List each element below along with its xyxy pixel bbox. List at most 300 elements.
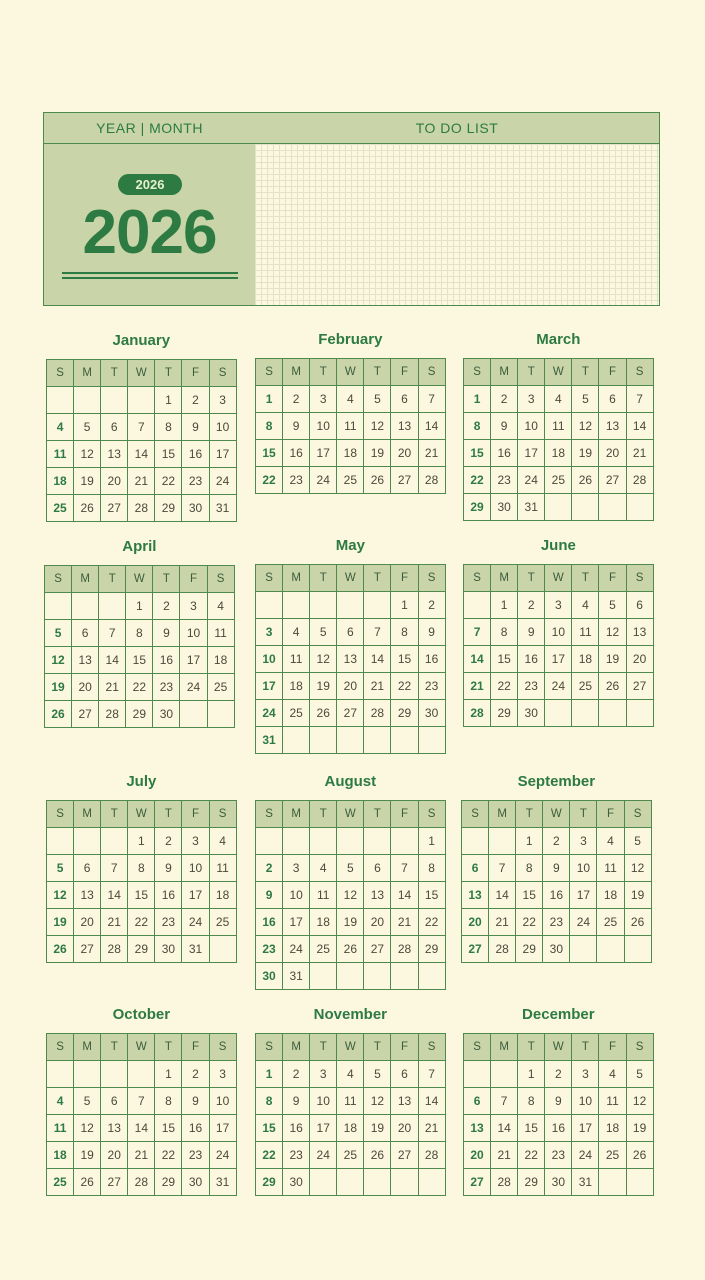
day-cell[interactable]: 6 [74, 855, 101, 882]
day-cell[interactable]: 8 [126, 620, 153, 647]
day-cell[interactable]: 21 [489, 909, 516, 936]
day-cell[interactable]: 16 [155, 882, 182, 909]
day-cell[interactable]: 8 [516, 855, 543, 882]
day-cell[interactable]: 5 [364, 1061, 391, 1088]
day-cell[interactable]: 16 [418, 646, 445, 673]
day-cell[interactable]: 3 [180, 593, 207, 620]
day-cell[interactable]: 3 [182, 828, 209, 855]
day-cell[interactable]: 8 [518, 1088, 545, 1115]
day-cell[interactable]: 24 [180, 674, 207, 701]
day-cell[interactable]: 14 [418, 413, 445, 440]
day-cell[interactable]: 5 [626, 1061, 653, 1088]
day-cell[interactable]: 29 [491, 700, 518, 727]
day-cell[interactable]: 20 [74, 909, 101, 936]
day-cell[interactable]: 22 [518, 1142, 545, 1169]
day-cell[interactable]: 19 [45, 674, 72, 701]
day-cell[interactable]: 28 [491, 1169, 518, 1196]
day-cell[interactable]: 22 [464, 467, 491, 494]
day-cell[interactable]: 16 [256, 909, 283, 936]
day-cell[interactable]: 28 [99, 701, 126, 728]
day-cell[interactable]: 23 [153, 674, 180, 701]
day-cell[interactable]: 7 [101, 855, 128, 882]
day-cell[interactable]: 9 [155, 855, 182, 882]
day-cell[interactable]: 29 [464, 494, 491, 521]
day-cell[interactable]: 1 [256, 1061, 283, 1088]
todo-grid-area[interactable] [255, 144, 659, 305]
day-cell[interactable]: 25 [310, 936, 337, 963]
day-cell[interactable]: 23 [155, 909, 182, 936]
day-cell[interactable]: 30 [518, 700, 545, 727]
day-cell[interactable]: 13 [101, 1115, 128, 1142]
day-cell[interactable]: 7 [391, 855, 418, 882]
day-cell[interactable]: 26 [364, 1142, 391, 1169]
day-cell[interactable]: 11 [47, 1115, 74, 1142]
day-cell[interactable]: 17 [310, 440, 337, 467]
day-cell[interactable]: 18 [209, 882, 236, 909]
day-cell[interactable]: 22 [418, 909, 445, 936]
day-cell[interactable]: 20 [337, 673, 364, 700]
day-cell[interactable]: 19 [599, 646, 626, 673]
day-cell[interactable]: 29 [155, 495, 182, 522]
day-cell[interactable]: 14 [464, 646, 491, 673]
day-cell[interactable]: 5 [337, 855, 364, 882]
day-cell[interactable]: 11 [337, 413, 364, 440]
day-cell[interactable]: 21 [626, 440, 653, 467]
day-cell[interactable]: 6 [101, 1088, 128, 1115]
day-cell[interactable]: 7 [418, 386, 445, 413]
day-cell[interactable]: 1 [516, 828, 543, 855]
day-cell[interactable]: 12 [310, 646, 337, 673]
day-cell[interactable]: 16 [518, 646, 545, 673]
day-cell[interactable]: 3 [209, 387, 236, 414]
day-cell[interactable]: 3 [545, 592, 572, 619]
day-cell[interactable]: 2 [283, 386, 310, 413]
day-cell[interactable]: 28 [128, 1169, 155, 1196]
day-cell[interactable]: 2 [256, 855, 283, 882]
day-cell[interactable]: 12 [599, 619, 626, 646]
day-cell[interactable]: 30 [153, 701, 180, 728]
day-cell[interactable]: 16 [545, 1115, 572, 1142]
day-cell[interactable]: 6 [462, 855, 489, 882]
day-cell[interactable]: 22 [126, 674, 153, 701]
day-cell[interactable]: 24 [310, 1142, 337, 1169]
day-cell[interactable]: 27 [74, 936, 101, 963]
day-cell[interactable]: 21 [418, 1115, 445, 1142]
day-cell[interactable]: 8 [155, 414, 182, 441]
day-cell[interactable]: 25 [47, 1169, 74, 1196]
day-cell[interactable]: 10 [518, 413, 545, 440]
day-cell[interactable]: 4 [572, 592, 599, 619]
day-cell[interactable]: 2 [153, 593, 180, 620]
day-cell[interactable]: 10 [283, 882, 310, 909]
day-cell[interactable]: 7 [418, 1061, 445, 1088]
day-cell[interactable]: 14 [391, 882, 418, 909]
day-cell[interactable]: 27 [599, 467, 626, 494]
day-cell[interactable]: 8 [128, 855, 155, 882]
day-cell[interactable]: 23 [256, 936, 283, 963]
day-cell[interactable]: 26 [624, 909, 651, 936]
day-cell[interactable]: 1 [128, 828, 155, 855]
day-cell[interactable]: 5 [74, 1088, 101, 1115]
day-cell[interactable]: 18 [207, 647, 234, 674]
day-cell[interactable]: 27 [101, 495, 128, 522]
day-cell[interactable]: 28 [101, 936, 128, 963]
day-cell[interactable]: 8 [418, 855, 445, 882]
day-cell[interactable]: 15 [491, 646, 518, 673]
day-cell[interactable]: 19 [337, 909, 364, 936]
day-cell[interactable]: 2 [418, 592, 445, 619]
day-cell[interactable]: 17 [545, 646, 572, 673]
day-cell[interactable]: 19 [364, 1115, 391, 1142]
day-cell[interactable]: 29 [518, 1169, 545, 1196]
day-cell[interactable]: 23 [491, 467, 518, 494]
day-cell[interactable]: 26 [74, 495, 101, 522]
day-cell[interactable]: 14 [101, 882, 128, 909]
day-cell[interactable]: 18 [283, 673, 310, 700]
day-cell[interactable]: 5 [572, 386, 599, 413]
day-cell[interactable]: 23 [518, 673, 545, 700]
day-cell[interactable]: 7 [99, 620, 126, 647]
day-cell[interactable]: 19 [310, 673, 337, 700]
day-cell[interactable]: 19 [364, 440, 391, 467]
day-cell[interactable]: 10 [256, 646, 283, 673]
day-cell[interactable]: 27 [391, 1142, 418, 1169]
day-cell[interactable]: 6 [391, 1061, 418, 1088]
day-cell[interactable]: 19 [626, 1115, 653, 1142]
day-cell[interactable]: 20 [391, 1115, 418, 1142]
day-cell[interactable]: 27 [462, 936, 489, 963]
day-cell[interactable]: 27 [626, 673, 653, 700]
day-cell[interactable]: 22 [128, 909, 155, 936]
day-cell[interactable]: 4 [545, 386, 572, 413]
day-cell[interactable]: 19 [74, 468, 101, 495]
day-cell[interactable]: 19 [74, 1142, 101, 1169]
day-cell[interactable]: 26 [74, 1169, 101, 1196]
day-cell[interactable]: 5 [599, 592, 626, 619]
day-cell[interactable]: 1 [418, 828, 445, 855]
day-cell[interactable]: 25 [47, 495, 74, 522]
day-cell[interactable]: 4 [47, 414, 74, 441]
day-cell[interactable]: 13 [462, 882, 489, 909]
day-cell[interactable]: 13 [74, 882, 101, 909]
day-cell[interactable]: 28 [464, 700, 491, 727]
day-cell[interactable]: 14 [128, 1115, 155, 1142]
day-cell[interactable]: 10 [570, 855, 597, 882]
day-cell[interactable]: 10 [180, 620, 207, 647]
day-cell[interactable]: 18 [572, 646, 599, 673]
day-cell[interactable]: 11 [597, 855, 624, 882]
day-cell[interactable]: 17 [256, 673, 283, 700]
day-cell[interactable]: 16 [283, 1115, 310, 1142]
day-cell[interactable]: 15 [155, 1115, 182, 1142]
day-cell[interactable]: 14 [489, 882, 516, 909]
day-cell[interactable]: 20 [464, 1142, 491, 1169]
day-cell[interactable]: 4 [209, 828, 236, 855]
day-cell[interactable]: 13 [364, 882, 391, 909]
day-cell[interactable]: 10 [209, 414, 236, 441]
day-cell[interactable]: 15 [155, 441, 182, 468]
day-cell[interactable]: 22 [391, 673, 418, 700]
day-cell[interactable]: 28 [626, 467, 653, 494]
day-cell[interactable]: 31 [209, 495, 236, 522]
day-cell[interactable]: 4 [310, 855, 337, 882]
day-cell[interactable]: 28 [489, 936, 516, 963]
day-cell[interactable]: 11 [310, 882, 337, 909]
day-cell[interactable]: 24 [518, 467, 545, 494]
day-cell[interactable]: 7 [464, 619, 491, 646]
day-cell[interactable]: 10 [182, 855, 209, 882]
day-cell[interactable]: 14 [491, 1115, 518, 1142]
day-cell[interactable]: 18 [337, 440, 364, 467]
day-cell[interactable]: 25 [597, 909, 624, 936]
day-cell[interactable]: 17 [570, 882, 597, 909]
day-cell[interactable]: 9 [182, 414, 209, 441]
day-cell[interactable]: 9 [153, 620, 180, 647]
day-cell[interactable]: 23 [182, 468, 209, 495]
day-cell[interactable]: 24 [256, 700, 283, 727]
day-cell[interactable]: 27 [464, 1169, 491, 1196]
day-cell[interactable]: 9 [418, 619, 445, 646]
day-cell[interactable]: 21 [391, 909, 418, 936]
day-cell[interactable]: 12 [47, 882, 74, 909]
day-cell[interactable]: 4 [599, 1061, 626, 1088]
day-cell[interactable]: 30 [543, 936, 570, 963]
day-cell[interactable]: 18 [545, 440, 572, 467]
day-cell[interactable]: 3 [570, 828, 597, 855]
day-cell[interactable]: 17 [518, 440, 545, 467]
day-cell[interactable]: 25 [283, 700, 310, 727]
day-cell[interactable]: 6 [364, 855, 391, 882]
day-cell[interactable]: 26 [310, 700, 337, 727]
day-cell[interactable]: 15 [418, 882, 445, 909]
day-cell[interactable]: 25 [209, 909, 236, 936]
day-cell[interactable]: 20 [599, 440, 626, 467]
day-cell[interactable]: 26 [337, 936, 364, 963]
day-cell[interactable]: 6 [391, 386, 418, 413]
day-cell[interactable]: 4 [47, 1088, 74, 1115]
day-cell[interactable]: 13 [101, 441, 128, 468]
day-cell[interactable]: 20 [626, 646, 653, 673]
day-cell[interactable]: 2 [543, 828, 570, 855]
day-cell[interactable]: 11 [599, 1088, 626, 1115]
day-cell[interactable]: 4 [337, 1061, 364, 1088]
day-cell[interactable]: 23 [418, 673, 445, 700]
day-cell[interactable]: 16 [182, 441, 209, 468]
day-cell[interactable]: 7 [128, 414, 155, 441]
day-cell[interactable]: 17 [283, 909, 310, 936]
day-cell[interactable]: 13 [464, 1115, 491, 1142]
day-cell[interactable]: 10 [310, 1088, 337, 1115]
day-cell[interactable]: 30 [256, 963, 283, 990]
day-cell[interactable]: 7 [489, 855, 516, 882]
day-cell[interactable]: 21 [101, 909, 128, 936]
day-cell[interactable]: 14 [99, 647, 126, 674]
day-cell[interactable]: 7 [626, 386, 653, 413]
day-cell[interactable]: 1 [464, 386, 491, 413]
day-cell[interactable]: 22 [256, 1142, 283, 1169]
day-cell[interactable]: 6 [464, 1088, 491, 1115]
day-cell[interactable]: 30 [491, 494, 518, 521]
day-cell[interactable]: 6 [337, 619, 364, 646]
day-cell[interactable]: 28 [418, 1142, 445, 1169]
day-cell[interactable]: 28 [391, 936, 418, 963]
day-cell[interactable]: 31 [572, 1169, 599, 1196]
day-cell[interactable]: 16 [543, 882, 570, 909]
day-cell[interactable]: 24 [545, 673, 572, 700]
day-cell[interactable]: 16 [182, 1115, 209, 1142]
day-cell[interactable]: 11 [283, 646, 310, 673]
day-cell[interactable]: 22 [491, 673, 518, 700]
day-cell[interactable]: 4 [337, 386, 364, 413]
day-cell[interactable]: 3 [310, 1061, 337, 1088]
day-cell[interactable]: 29 [128, 936, 155, 963]
day-cell[interactable]: 26 [45, 701, 72, 728]
day-cell[interactable]: 30 [155, 936, 182, 963]
day-cell[interactable]: 25 [545, 467, 572, 494]
day-cell[interactable]: 8 [491, 619, 518, 646]
day-cell[interactable]: 3 [310, 386, 337, 413]
day-cell[interactable]: 12 [626, 1088, 653, 1115]
day-cell[interactable]: 29 [418, 936, 445, 963]
day-cell[interactable]: 26 [47, 936, 74, 963]
day-cell[interactable]: 24 [283, 936, 310, 963]
day-cell[interactable]: 13 [391, 413, 418, 440]
day-cell[interactable]: 20 [364, 909, 391, 936]
day-cell[interactable]: 24 [209, 468, 236, 495]
day-cell[interactable]: 11 [337, 1088, 364, 1115]
day-cell[interactable]: 27 [72, 701, 99, 728]
day-cell[interactable]: 2 [518, 592, 545, 619]
day-cell[interactable]: 7 [364, 619, 391, 646]
day-cell[interactable]: 17 [310, 1115, 337, 1142]
day-cell[interactable]: 25 [337, 1142, 364, 1169]
day-cell[interactable]: 23 [283, 1142, 310, 1169]
day-cell[interactable]: 21 [418, 440, 445, 467]
day-cell[interactable]: 18 [310, 909, 337, 936]
day-cell[interactable]: 24 [572, 1142, 599, 1169]
day-cell[interactable]: 11 [47, 441, 74, 468]
day-cell[interactable]: 19 [624, 882, 651, 909]
day-cell[interactable]: 27 [337, 700, 364, 727]
day-cell[interactable]: 2 [182, 387, 209, 414]
day-cell[interactable]: 26 [364, 467, 391, 494]
day-cell[interactable]: 21 [128, 1142, 155, 1169]
day-cell[interactable]: 31 [518, 494, 545, 521]
day-cell[interactable]: 28 [128, 495, 155, 522]
day-cell[interactable]: 22 [516, 909, 543, 936]
day-cell[interactable]: 8 [256, 413, 283, 440]
day-cell[interactable]: 29 [391, 700, 418, 727]
day-cell[interactable]: 30 [283, 1169, 310, 1196]
day-cell[interactable]: 9 [256, 882, 283, 909]
day-cell[interactable]: 7 [491, 1088, 518, 1115]
day-cell[interactable]: 23 [283, 467, 310, 494]
day-cell[interactable]: 8 [256, 1088, 283, 1115]
day-cell[interactable]: 14 [364, 646, 391, 673]
day-cell[interactable]: 8 [464, 413, 491, 440]
day-cell[interactable]: 25 [337, 467, 364, 494]
day-cell[interactable]: 13 [626, 619, 653, 646]
day-cell[interactable]: 29 [155, 1169, 182, 1196]
day-cell[interactable]: 8 [155, 1088, 182, 1115]
day-cell[interactable]: 21 [99, 674, 126, 701]
day-cell[interactable]: 26 [599, 673, 626, 700]
day-cell[interactable]: 3 [572, 1061, 599, 1088]
day-cell[interactable]: 5 [364, 386, 391, 413]
day-cell[interactable]: 22 [155, 1142, 182, 1169]
day-cell[interactable]: 23 [182, 1142, 209, 1169]
day-cell[interactable]: 30 [418, 700, 445, 727]
day-cell[interactable]: 12 [74, 1115, 101, 1142]
day-cell[interactable]: 3 [256, 619, 283, 646]
day-cell[interactable]: 15 [391, 646, 418, 673]
day-cell[interactable]: 17 [209, 441, 236, 468]
day-cell[interactable]: 9 [182, 1088, 209, 1115]
day-cell[interactable]: 3 [518, 386, 545, 413]
day-cell[interactable]: 15 [128, 882, 155, 909]
day-cell[interactable]: 14 [418, 1088, 445, 1115]
day-cell[interactable]: 15 [126, 647, 153, 674]
day-cell[interactable]: 21 [464, 673, 491, 700]
day-cell[interactable]: 9 [543, 855, 570, 882]
day-cell[interactable]: 29 [126, 701, 153, 728]
day-cell[interactable]: 18 [599, 1115, 626, 1142]
day-cell[interactable]: 12 [74, 441, 101, 468]
day-cell[interactable]: 13 [391, 1088, 418, 1115]
day-cell[interactable]: 18 [47, 468, 74, 495]
day-cell[interactable]: 5 [47, 855, 74, 882]
day-cell[interactable]: 15 [256, 440, 283, 467]
day-cell[interactable]: 27 [391, 467, 418, 494]
day-cell[interactable]: 1 [256, 386, 283, 413]
day-cell[interactable]: 16 [283, 440, 310, 467]
day-cell[interactable]: 1 [155, 1061, 182, 1088]
day-cell[interactable]: 23 [545, 1142, 572, 1169]
day-cell[interactable]: 24 [182, 909, 209, 936]
day-cell[interactable]: 1 [155, 387, 182, 414]
day-cell[interactable]: 31 [283, 963, 310, 990]
day-cell[interactable]: 12 [364, 413, 391, 440]
day-cell[interactable]: 9 [518, 619, 545, 646]
day-cell[interactable]: 10 [209, 1088, 236, 1115]
day-cell[interactable]: 12 [45, 647, 72, 674]
day-cell[interactable]: 1 [491, 592, 518, 619]
day-cell[interactable]: 10 [545, 619, 572, 646]
day-cell[interactable]: 25 [572, 673, 599, 700]
day-cell[interactable]: 14 [128, 441, 155, 468]
day-cell[interactable]: 11 [545, 413, 572, 440]
day-cell[interactable]: 14 [626, 413, 653, 440]
day-cell[interactable]: 9 [545, 1088, 572, 1115]
day-cell[interactable]: 17 [209, 1115, 236, 1142]
day-cell[interactable]: 5 [310, 619, 337, 646]
day-cell[interactable]: 13 [337, 646, 364, 673]
day-cell[interactable]: 15 [518, 1115, 545, 1142]
day-cell[interactable]: 16 [491, 440, 518, 467]
day-cell[interactable]: 4 [283, 619, 310, 646]
day-cell[interactable]: 2 [491, 386, 518, 413]
day-cell[interactable]: 10 [310, 413, 337, 440]
day-cell[interactable]: 4 [597, 828, 624, 855]
day-cell[interactable]: 24 [209, 1142, 236, 1169]
day-cell[interactable]: 20 [391, 440, 418, 467]
day-cell[interactable]: 12 [624, 855, 651, 882]
day-cell[interactable]: 8 [391, 619, 418, 646]
day-cell[interactable]: 6 [101, 414, 128, 441]
day-cell[interactable]: 3 [283, 855, 310, 882]
day-cell[interactable]: 18 [47, 1142, 74, 1169]
day-cell[interactable]: 18 [597, 882, 624, 909]
